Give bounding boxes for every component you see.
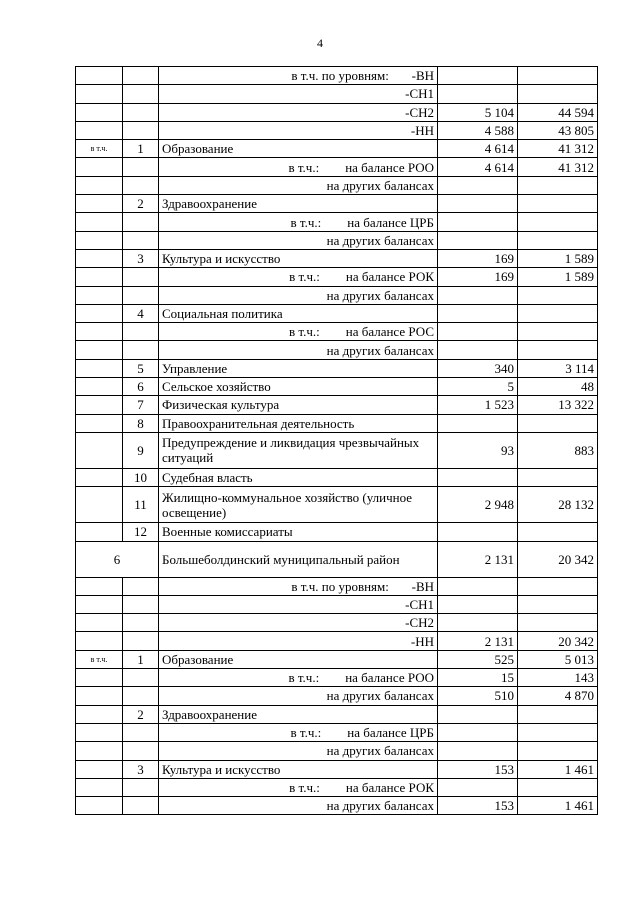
table-row (76, 541, 598, 577)
value-cell-2 (518, 414, 598, 432)
item-number-cell: 4 (123, 304, 159, 322)
value-cell-2 (518, 614, 598, 632)
name-cell: Правоохранительная деятельность (159, 414, 438, 432)
value-cell-1: 153 (438, 797, 518, 815)
value-cell-1 (438, 742, 518, 760)
group-cell (76, 195, 123, 213)
name-cell: Предупреждение и ликвидация чрезвычайных ситуаций (159, 432, 438, 468)
value-cell-2 (518, 176, 598, 194)
group-cell (76, 158, 123, 176)
group-cell (76, 85, 123, 103)
value-cell-1: 4 588 (438, 121, 518, 139)
item-number-cell: 8 (123, 414, 159, 432)
group-cell (76, 176, 123, 194)
table-row (76, 121, 598, 139)
name-cell: Судебная власть (159, 468, 438, 486)
value-cell-2 (518, 341, 598, 359)
item-number-cell: 12 (123, 523, 159, 541)
item-number-cell: 1 (123, 140, 159, 158)
value-cell-2: 1 461 (518, 760, 598, 778)
value-cell-1: 4 614 (438, 158, 518, 176)
table-row (76, 468, 598, 486)
name-cell: в т.ч.: на балансе РОС (159, 323, 438, 341)
value-cell-1 (438, 85, 518, 103)
table-row (76, 723, 598, 741)
name-cell: Культура и искусство (159, 760, 438, 778)
group-cell (76, 705, 123, 723)
group-cell (76, 378, 123, 396)
name-cell: на других балансах (159, 687, 438, 705)
table-row (76, 778, 598, 796)
table-row (76, 669, 598, 687)
value-cell-1: 1 523 (438, 396, 518, 414)
value-cell-2: 143 (518, 669, 598, 687)
name-cell: на других балансах (159, 176, 438, 194)
value-cell-1: 525 (438, 650, 518, 668)
item-number-cell (123, 158, 159, 176)
group-cell (76, 67, 123, 85)
group-cell (76, 213, 123, 231)
item-number-cell (123, 103, 159, 121)
group-cell (76, 523, 123, 541)
item-number-cell (123, 778, 159, 796)
value-cell-2: 28 132 (518, 487, 598, 523)
table-row (76, 323, 598, 341)
value-cell-1 (438, 523, 518, 541)
value-cell-1: 169 (438, 268, 518, 286)
table-row (76, 341, 598, 359)
group-cell (76, 595, 123, 613)
table-row (76, 249, 598, 267)
item-number-cell (123, 797, 159, 815)
name-cell: в т.ч. по уровням: -ВН (159, 67, 438, 85)
name-cell: Управление (159, 359, 438, 377)
table-row (76, 797, 598, 815)
table-row (76, 378, 598, 396)
value-cell-2: 48 (518, 378, 598, 396)
table-row (76, 396, 598, 414)
name-cell: на других балансах (159, 797, 438, 815)
group-cell (76, 723, 123, 741)
value-cell-2: 1 589 (518, 268, 598, 286)
group-cell (76, 432, 123, 468)
name-cell: Здравоохранение (159, 705, 438, 723)
item-number-cell: 5 (123, 359, 159, 377)
table-row (76, 414, 598, 432)
table-row (76, 286, 598, 304)
value-cell-1: 169 (438, 249, 518, 267)
value-cell-1 (438, 213, 518, 231)
item-number-cell (123, 632, 159, 650)
value-cell-2: 1 461 (518, 797, 598, 815)
value-cell-2: 43 805 (518, 121, 598, 139)
district-number-cell: 6 (76, 541, 159, 577)
item-number-cell (123, 723, 159, 741)
item-number-cell (123, 595, 159, 613)
value-cell-1 (438, 595, 518, 613)
value-cell-2: 883 (518, 432, 598, 468)
value-cell-2: 41 312 (518, 158, 598, 176)
item-number-cell (123, 577, 159, 595)
table-row (76, 231, 598, 249)
group-cell (76, 797, 123, 815)
value-cell-2 (518, 577, 598, 595)
value-cell-2 (518, 705, 598, 723)
table-row (76, 67, 598, 85)
value-cell-1: 153 (438, 760, 518, 778)
value-cell-1 (438, 67, 518, 85)
table-row (76, 195, 598, 213)
table-row (76, 705, 598, 723)
value-cell-2 (518, 286, 598, 304)
value-cell-2: 20 342 (518, 632, 598, 650)
value-cell-1 (438, 195, 518, 213)
name-cell: -СН2 (159, 103, 438, 121)
item-number-cell (123, 323, 159, 341)
group-cell (76, 323, 123, 341)
budget-table (75, 66, 598, 815)
value-cell-1 (438, 341, 518, 359)
value-cell-2 (518, 523, 598, 541)
item-number-cell (123, 614, 159, 632)
value-cell-2: 3 114 (518, 359, 598, 377)
group-cell (76, 121, 123, 139)
value-cell-2 (518, 304, 598, 322)
name-cell: Социальная политика (159, 304, 438, 322)
value-cell-2 (518, 67, 598, 85)
value-cell-2 (518, 742, 598, 760)
name-cell: -НН (159, 121, 438, 139)
name-cell: на других балансах (159, 341, 438, 359)
group-cell (76, 249, 123, 267)
name-cell: Сельское хозяйство (159, 378, 438, 396)
item-number-cell (123, 742, 159, 760)
value-cell-1 (438, 176, 518, 194)
value-cell-1 (438, 323, 518, 341)
item-number-cell (123, 687, 159, 705)
name-cell: Здравоохранение (159, 195, 438, 213)
value-cell-1: 5 (438, 378, 518, 396)
name-cell: на других балансах (159, 231, 438, 249)
value-cell-2 (518, 323, 598, 341)
name-cell: в т.ч.: на балансе РОК (159, 268, 438, 286)
table-row (76, 760, 598, 778)
value-cell-1 (438, 414, 518, 432)
value-cell-2 (518, 213, 598, 231)
table-row (76, 577, 598, 595)
name-cell: -НН (159, 632, 438, 650)
table-row (76, 158, 598, 176)
item-number-cell: 7 (123, 396, 159, 414)
group-cell: в т.ч. (76, 650, 123, 668)
group-cell: в т.ч. (76, 140, 123, 158)
value-cell-1: 15 (438, 669, 518, 687)
value-cell-1 (438, 304, 518, 322)
group-cell (76, 632, 123, 650)
value-cell-2 (518, 195, 598, 213)
table-row (76, 687, 598, 705)
name-cell: Культура и искусство (159, 249, 438, 267)
table-row (76, 742, 598, 760)
value-cell-1: 340 (438, 359, 518, 377)
value-cell-2 (518, 85, 598, 103)
name-cell: в т.ч.: на балансе РОО (159, 669, 438, 687)
group-cell (76, 760, 123, 778)
table-row (76, 487, 598, 523)
table-row (76, 176, 598, 194)
table-row (76, 614, 598, 632)
table-row (76, 103, 598, 121)
name-cell: в т.ч. по уровням: -ВН (159, 577, 438, 595)
value-cell-2 (518, 723, 598, 741)
name-cell: -СН1 (159, 595, 438, 613)
name-cell: в т.ч.: на балансе РОК (159, 778, 438, 796)
value-cell-1: 2 131 (438, 632, 518, 650)
group-cell (76, 103, 123, 121)
group-cell (76, 304, 123, 322)
item-number-cell: 10 (123, 468, 159, 486)
group-cell (76, 669, 123, 687)
name-cell: в т.ч.: на балансе ЦРБ (159, 723, 438, 741)
value-cell-2: 1 589 (518, 249, 598, 267)
value-cell-1: 93 (438, 432, 518, 468)
group-cell (76, 742, 123, 760)
item-number-cell (123, 669, 159, 687)
group-cell (76, 414, 123, 432)
item-number-cell (123, 176, 159, 194)
table-row (76, 650, 598, 668)
item-number-cell (123, 341, 159, 359)
group-cell (76, 231, 123, 249)
item-number-cell: 3 (123, 760, 159, 778)
item-number-cell: 1 (123, 650, 159, 668)
item-number-cell: 6 (123, 378, 159, 396)
item-number-cell (123, 286, 159, 304)
item-number-cell (123, 231, 159, 249)
value-cell-1 (438, 723, 518, 741)
value-cell-2: 13 322 (518, 396, 598, 414)
value-cell-1: 4 614 (438, 140, 518, 158)
value-cell-1 (438, 468, 518, 486)
value-cell-1 (438, 705, 518, 723)
table-row (76, 85, 598, 103)
table-row (76, 304, 598, 322)
name-cell: Большеболдинский муниципальный район (159, 541, 438, 577)
table-row (76, 632, 598, 650)
name-cell: на других балансах (159, 742, 438, 760)
name-cell: Образование (159, 140, 438, 158)
name-cell: в т.ч.: на балансе РОО (159, 158, 438, 176)
group-cell (76, 487, 123, 523)
table-row (76, 140, 598, 158)
group-cell (76, 468, 123, 486)
name-cell: -СН2 (159, 614, 438, 632)
value-cell-2 (518, 468, 598, 486)
value-cell-1: 5 104 (438, 103, 518, 121)
group-cell (76, 286, 123, 304)
group-cell (76, 268, 123, 286)
item-number-cell (123, 67, 159, 85)
value-cell-2: 44 594 (518, 103, 598, 121)
item-number-cell (123, 213, 159, 231)
table-row (76, 595, 598, 613)
item-number-cell: 2 (123, 705, 159, 723)
value-cell-2: 4 870 (518, 687, 598, 705)
value-cell-1 (438, 577, 518, 595)
item-number-cell: 11 (123, 487, 159, 523)
name-cell: Военные комиссариаты (159, 523, 438, 541)
table-row (76, 432, 598, 468)
table-row (76, 523, 598, 541)
table-row (76, 268, 598, 286)
name-cell: в т.ч.: на балансе ЦРБ (159, 213, 438, 231)
value-cell-1: 510 (438, 687, 518, 705)
value-cell-1 (438, 614, 518, 632)
value-cell-1: 2 131 (438, 541, 518, 577)
group-cell (76, 687, 123, 705)
value-cell-2 (518, 595, 598, 613)
page-number: 4 (317, 36, 323, 50)
item-number-cell: 2 (123, 195, 159, 213)
table-row (76, 359, 598, 377)
group-cell (76, 396, 123, 414)
value-cell-2 (518, 778, 598, 796)
value-cell-2: 41 312 (518, 140, 598, 158)
item-number-cell (123, 85, 159, 103)
value-cell-1 (438, 286, 518, 304)
name-cell: -СН1 (159, 85, 438, 103)
group-cell (76, 577, 123, 595)
value-cell-2: 5 013 (518, 650, 598, 668)
value-cell-1: 2 948 (438, 487, 518, 523)
value-cell-2 (518, 231, 598, 249)
table-body (76, 67, 598, 815)
name-cell: Жилищно-коммунальное хозяйство (уличное освещение) (159, 487, 438, 523)
item-number-cell: 3 (123, 249, 159, 267)
value-cell-1 (438, 231, 518, 249)
value-cell-1 (438, 778, 518, 796)
item-number-cell: 9 (123, 432, 159, 468)
table-row (76, 213, 598, 231)
name-cell: Образование (159, 650, 438, 668)
group-cell (76, 614, 123, 632)
group-cell (76, 341, 123, 359)
name-cell: на других балансах (159, 286, 438, 304)
group-cell (76, 778, 123, 796)
group-cell (76, 359, 123, 377)
name-cell: Физическая культура (159, 396, 438, 414)
value-cell-2: 20 342 (518, 541, 598, 577)
item-number-cell (123, 121, 159, 139)
item-number-cell (123, 268, 159, 286)
